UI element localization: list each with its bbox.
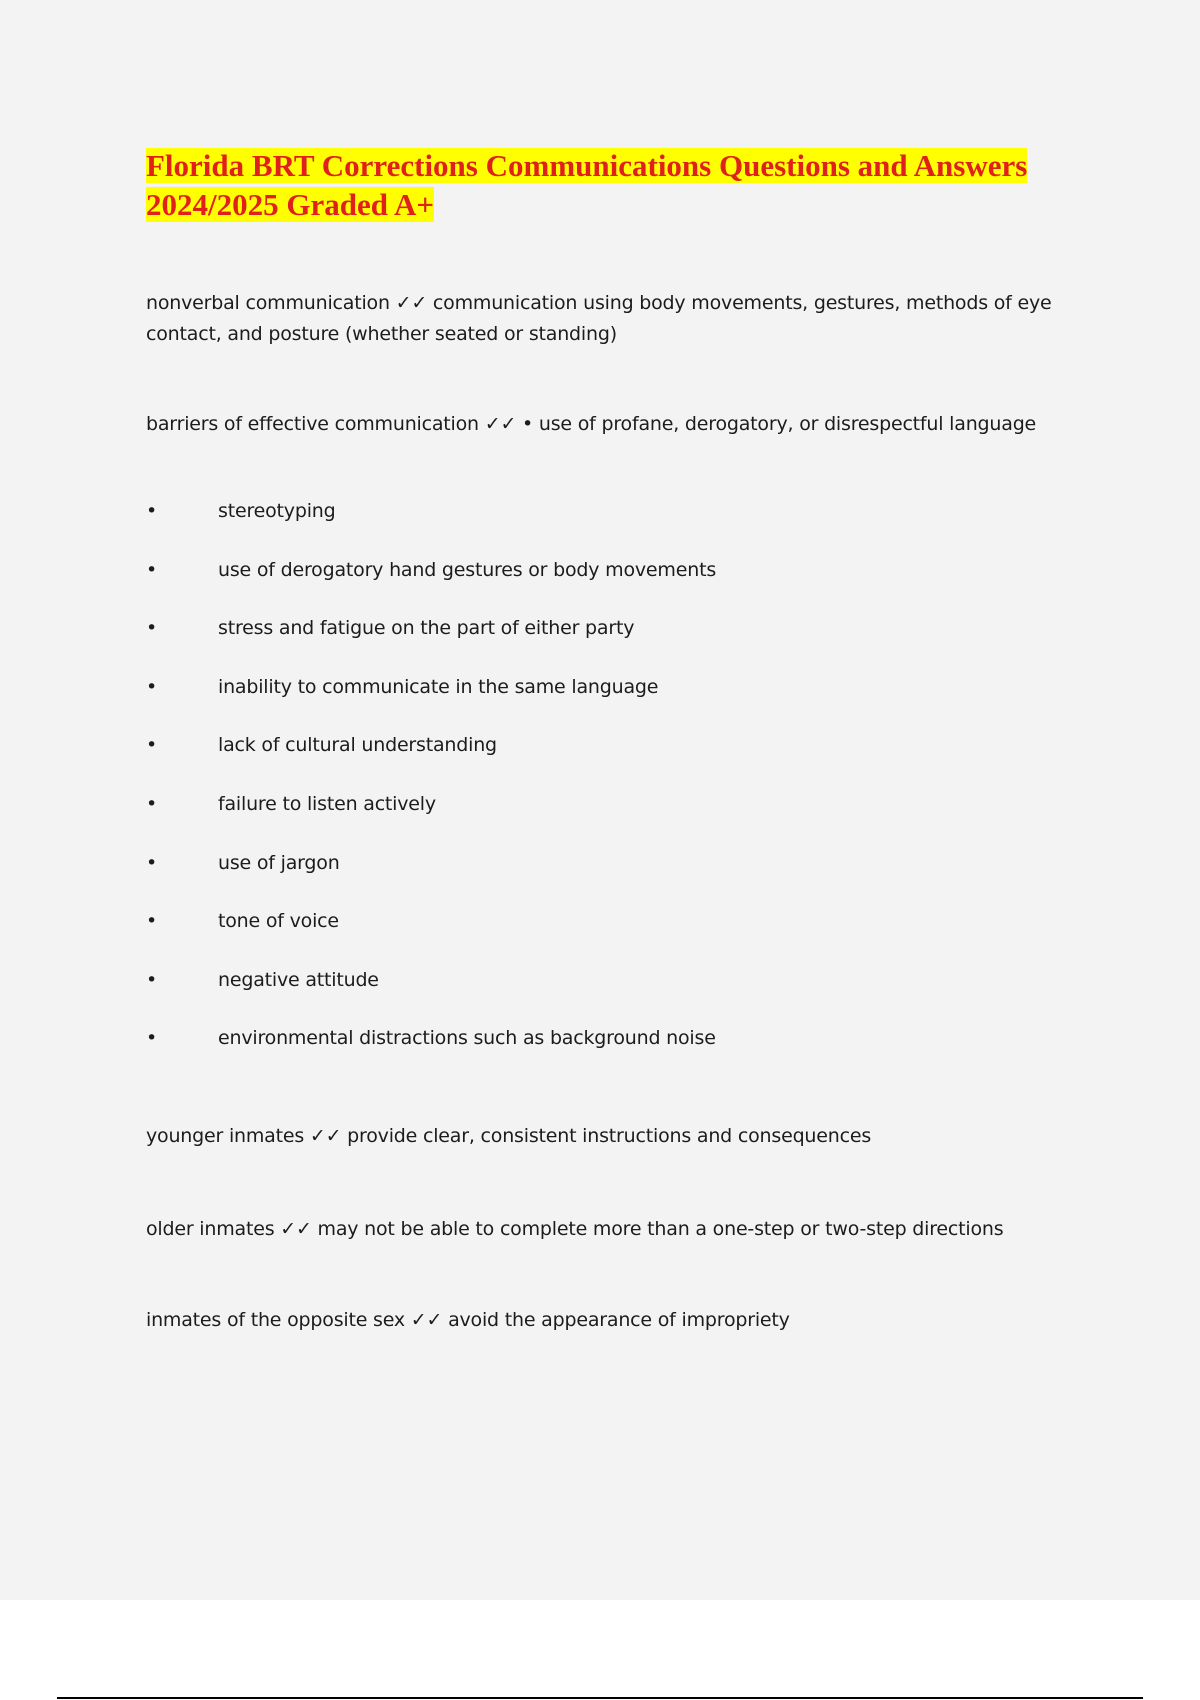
qa-younger-inmates: younger inmates ✓✓ provide clear, consistent instructions and consequences	[146, 1125, 872, 1147]
bullet-symbol: •	[146, 558, 158, 581]
bullet-symbol: •	[146, 500, 158, 522]
list-item-text: tone of voice	[218, 910, 339, 933]
bullet-symbol: •	[146, 617, 158, 640]
bullet-symbol: •	[146, 792, 158, 815]
list-item	[146, 672, 1076, 731]
footer-divider	[57, 1697, 1143, 1699]
bullet-symbol: •	[146, 968, 158, 991]
title-highlight: Florida BRT Corrections Communications Questions and Answers 2024/2025 Graded A+	[146, 148, 1028, 222]
list-item	[146, 613, 1076, 672]
bullet-symbol: •	[146, 675, 158, 698]
list-item-text: stereotyping	[218, 500, 336, 522]
qa-inmates-opposite-sex: inmates of the opposite sex ✓✓ avoid the appearance of impropriety	[146, 1309, 790, 1331]
list-item-text: use of derogatory hand gestures or body movements	[218, 558, 717, 581]
barriers-list	[146, 496, 1076, 1082]
bullet-symbol: •	[146, 734, 158, 757]
list-item-text: negative attitude	[218, 968, 379, 991]
list-item	[146, 965, 1076, 1024]
list-item-text: failure to listen actively	[218, 792, 436, 815]
list-item-text: inability to communicate in the same language	[218, 675, 659, 698]
qa-barriers-of-effective-communication: barriers of effective communication ✓✓ • use of profane, derogatory, or disrespectful language	[146, 413, 1037, 435]
qa-nonverbal-communication: nonverbal communication ✓✓ communication using body movements, gestures, methods of eye contact, and posture (whether seated or standing)	[146, 292, 1052, 345]
list-item	[146, 789, 1076, 848]
list-item	[146, 1023, 1076, 1082]
list-item	[146, 730, 1076, 789]
list-item-text: lack of cultural understanding	[218, 734, 497, 757]
list-item	[146, 848, 1076, 907]
list-item	[146, 496, 1076, 555]
bullet-symbol: •	[146, 910, 158, 933]
bullet-symbol: •	[146, 1027, 158, 1050]
bullet-symbol: •	[146, 851, 158, 874]
list-item-text: stress and fatigue on the part of either party	[218, 617, 635, 640]
document-title	[146, 146, 1076, 224]
list-item-text: use of jargon	[218, 851, 340, 874]
list-item	[146, 906, 1076, 965]
list-item	[146, 555, 1076, 614]
list-item-text: environmental distractions such as background noise	[218, 1027, 716, 1050]
qa-older-inmates: older inmates ✓✓ may not be able to complete more than a one-step or two-step directions	[146, 1218, 1004, 1240]
